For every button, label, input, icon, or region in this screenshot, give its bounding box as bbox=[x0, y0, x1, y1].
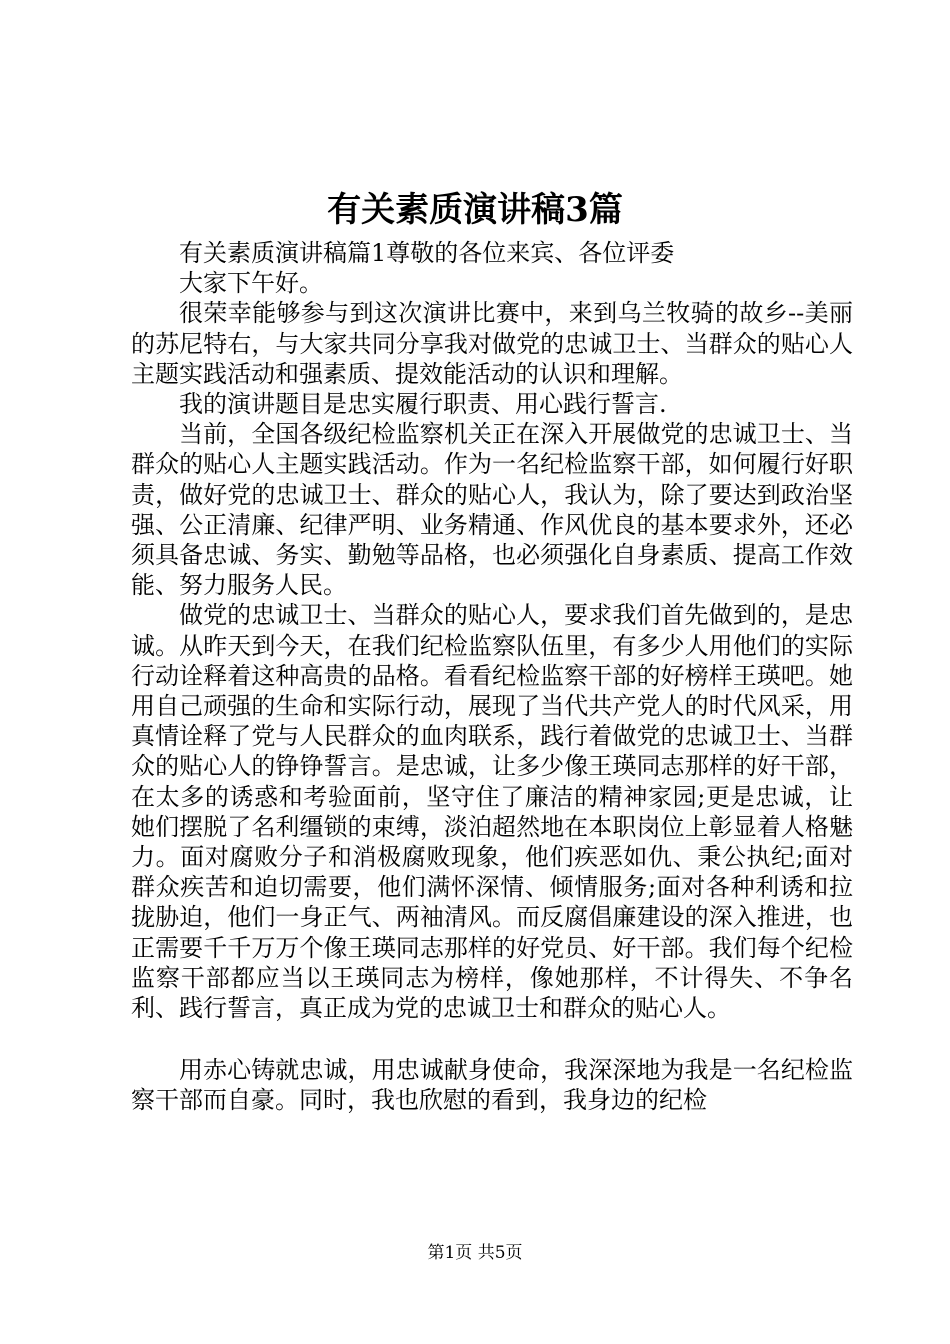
page-number-footer: 第1页 共5页 bbox=[427, 1243, 523, 1263]
paragraph-current: 当前，全国各级纪检监察机关正在深入开展做党的忠诚卫士、当群众的贴心人主题实践活动。作为一名纪检监察干部，如何履行好职责，做好党的忠诚卫士、群众的贴心人，我认为，除了要达到政治坚强、公正清廉、纪律严明、业务精通、作风优良的基本要求外，还必须具备忠诚、务实、勤勉等品格，也必须强化自身素质、提高工作效能、努力服务人民。 bbox=[131, 420, 853, 600]
paragraph-greeting: 有关素质演讲稿篇1尊敬的各位来宾、各位评委 bbox=[179, 239, 675, 267]
paragraph-intro: 很荣幸能够参与到这次演讲比赛中，来到乌兰牧骑的故乡--美丽的苏尼特右，与大家共同分享我对做党的忠诚卫士、当群众的贴心人主题实践活动和强素质、提效能活动的认识和理解。 bbox=[131, 299, 853, 388]
document-body bbox=[131, 238, 853, 1116]
paragraph-pride: 用赤心铸就忠诚，用忠诚献身使命，我深深地为我是一名纪检监察干部而自豪。同时，我也欣慰的看到，我身边的纪检 bbox=[131, 1056, 853, 1115]
paragraph-hello: 大家下午好。 bbox=[179, 269, 323, 298]
paragraph-loyalty: 做党的忠诚卫士、当群众的贴心人，要求我们首先做到的，是忠诚。从昨天到今天，在我们纪检监察队伍里，有多少人用他们的实际行动诠释着这种高贵的品格。看看纪检监察干部的好榜样王瑛吧。她用自己顽强的生命和实际行动，展现了当代共产党人的时代风采，用真情诠释了党与人民群众的血肉联系，践行着做党的忠诚卫士、当群众的贴心人的铮铮誓言。是忠诚，让多少像王瑛同志那样的好干部，在太多的诱惑和考验面前，坚守住了廉洁的精神家园;更是忠诚，让她们摆脱了名利缰锁的束缚，淡泊超然地在本职岗位上彰显着人格魅力。面对腐败分子和消极腐败现象，他们疾恶如仇、秉公执纪;面对群众疾苦和迫切需要，他们满怀深情、倾情服务;面对各种利诱和拉拢胁迫，他们一身正气、两袖清风。而反腐倡廉建设的深入推进，也正需要千千万万个像王瑛同志那样的好党员、好干部。我们每个纪检监察干部都应当以王瑛同志为榜样，像她那样，不计得失、不争名利、践行誓言，真正成为党的忠诚卫士和群众的贴心人。 bbox=[131, 601, 853, 1023]
paragraph-topic: 我的演讲题目是忠实履行职责、用心践行誓言. bbox=[179, 390, 667, 419]
document-title: 有关素质演讲稿3篇 bbox=[327, 190, 623, 230]
paragraph-spacer bbox=[131, 1023, 853, 1055]
